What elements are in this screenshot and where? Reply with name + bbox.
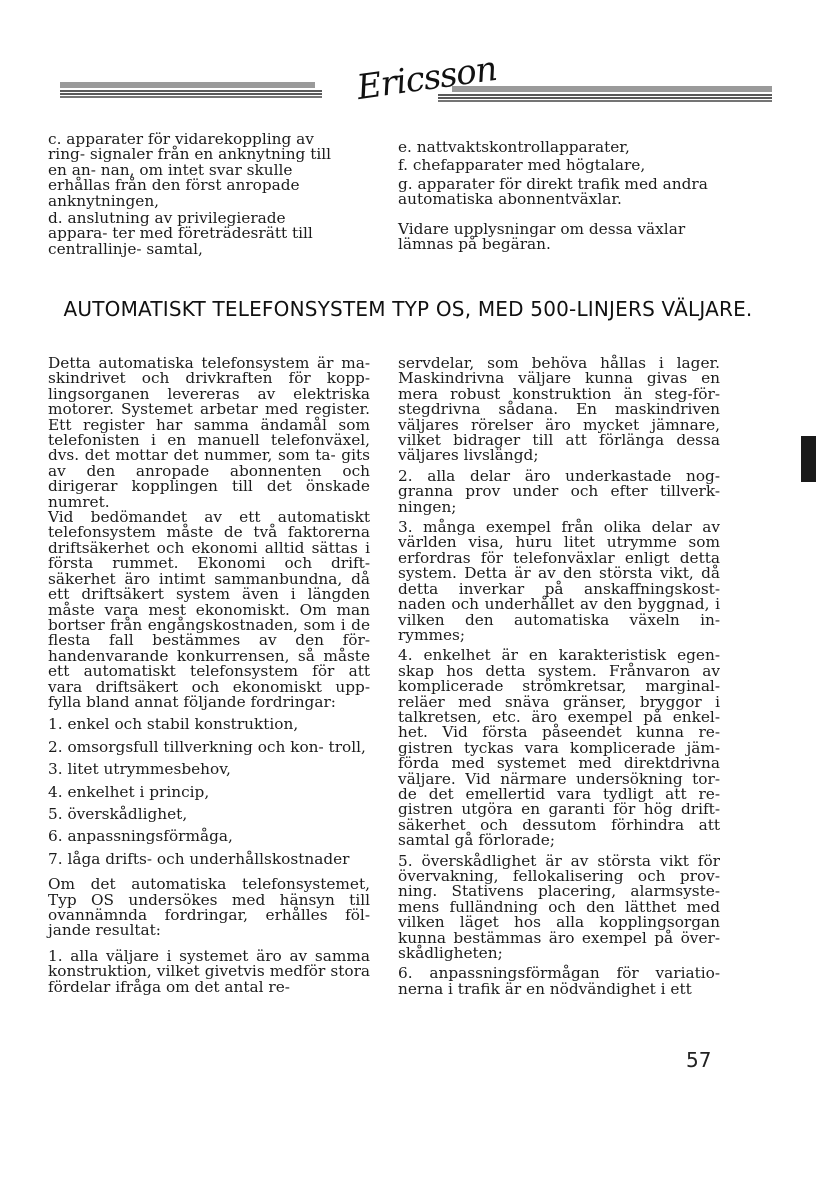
header-logo-banner bbox=[60, 48, 772, 114]
requirement-item: 2. omsorgsfull tillverkning och kon- troll, bbox=[48, 737, 366, 756]
requirement-item: 6. anpassningsförmåga, bbox=[48, 827, 233, 846]
intro-item-e: e. nattvaktskontrollapparater, bbox=[398, 138, 630, 156]
margin-thumb-mark bbox=[801, 436, 816, 482]
result-item-2: 2. alla delar äro underkastade nog- granna prov under och efter tillverk- ningen; bbox=[398, 466, 720, 516]
intro-left-column bbox=[48, 132, 348, 259]
page-number: 57 bbox=[686, 1048, 712, 1072]
requirement-item: 5. överskådlighet, bbox=[48, 804, 188, 823]
left-body-column bbox=[48, 356, 370, 995]
intro-item-f: f. chefapparater med högtalare, bbox=[398, 156, 646, 175]
paragraph-results: Om det automatiska telefonsystemet, Typ OS undersökes med hänsyn till ovannämnda fordringar, erhålles föl- jande resultat: bbox=[48, 875, 370, 940]
requirement-item: 3. litet utrymmesbehov, bbox=[48, 760, 231, 779]
section-heading: AUTOMATISKT TELEFONSYSTEM TYP OS, MED 500-LINJERS VÄLJARE. bbox=[63, 297, 753, 321]
requirement-item: 1. enkel och stabil konstruktion, bbox=[48, 715, 299, 734]
right-body-column bbox=[398, 356, 720, 997]
result-item-3: 3. många exempel från olika delar av världen visa, huru litet utrymme som erfordras för telefonväxlar enligt detta system. Detta är av den största vikt, då detta inverkar på anskaffningskost- naden och underhållet av den byggnad, i vilken den automatiska växeln in- rymmes; bbox=[398, 518, 720, 644]
requirement-item: 7. låga drifts- och underhållskostnader bbox=[48, 849, 350, 868]
intro-right-column bbox=[398, 140, 728, 252]
intro-item-c: c. apparater för vidarekoppling av ring- signaler från en anknytning till en an- nan, om intet svar skulle erhållas från den först anropade anknytningen, bbox=[48, 130, 332, 210]
result-item-6: 6. anpassningsförmågan för variatio- nerna i trafik är en nödvändighet i ett bbox=[398, 964, 720, 998]
requirement-item: 4. enkelhet i princip, bbox=[48, 782, 210, 801]
paragraph-evaluation: Vid bedömandet av ett automatiskt telefonsystem måste de två faktorerna driftsäkerhet och ekonomi alltid sättas i första rummet. Ekonomi och drift- säkerhet äro intimt sammanbundna, då ett driftsäkert system även i längden måste vara mest ekonomiskt. Om man bortser från engångskostnaden, som i de flesta fall bestämmes av den för- handenvarande konkurrensen, så måste ett automatiskt telefonsystem för att vara driftsäkert och ekonomiskt upp- fylla bland annat följande fordringar: bbox=[48, 508, 370, 711]
result-item-1: 1. alla väljare i systemet äro av samma konstruktion, vilket givetvis medför stora fördelar ifråga om det antal re- bbox=[48, 946, 370, 996]
ericsson-logo: Ericsson bbox=[354, 48, 499, 108]
result-item-5: 5. överskådlighet är av största vikt för övervakning, fellokalisering och prov- ning. Stativens placering, alarmsyste- mens fulländning och den lätthet med vilken läget hos alla kopplingsorgan kunna bestämmas äro exempel på över- skådligheten; bbox=[398, 851, 720, 963]
intro-item-d: d. anslutning av privilegierade appara- ter med företrädesrätt till centrallinje- samtal, bbox=[48, 209, 313, 258]
result-item-4: 4. enkelhet är en karakteristisk egen- skap hos detta system. Frånvaron av komplicerade strömkretsar, marginal- reläer med snäva gränser, bryggor i talkretsen, etc. äro exempel på enkel- het. Vid första påseendet kunna re- gistren tyckas vara komplicerade jäm- förda med systemet med direktdrivna väljare. Vid närmare undersökning tor- de det emellertid vara tydligt att re- gistren utgöra en garanti för hög drift- säkerhet och dessutom förhindra att samtal gå förlorade; bbox=[398, 646, 720, 850]
intro-item-g: g. apparater för direkt trafik med andra automatiska abonnentväxlar. bbox=[398, 174, 708, 209]
intro-note: Vidare upplysningar om dessa växlar lämnas på begäran. bbox=[398, 219, 686, 254]
result-item-1-continued: servdelar, som behöva hållas i lager. Maskindrivna väljare kunna givas en mera robust konstruktion än steg-för- stegdrivna sådana. En maskindriven väljares rörelser äro mycket jämnare, vilket bidrager till att förlänga dessa väljares livslängd; bbox=[398, 354, 720, 465]
paragraph-intro: Detta automatiska telefonsystem är ma- skindrivet och drivkraften för kopp- lingsorganen levereras av elektriska motorer. Systemet arbetar med register. Ett register har samma ändamål som telefonisten i en manuell telefonväxel, dvs. det mottar det nummer, som ta- gits av den anropade abonnenten och dirigerar kopplingen till det önskade numret. bbox=[48, 354, 370, 511]
